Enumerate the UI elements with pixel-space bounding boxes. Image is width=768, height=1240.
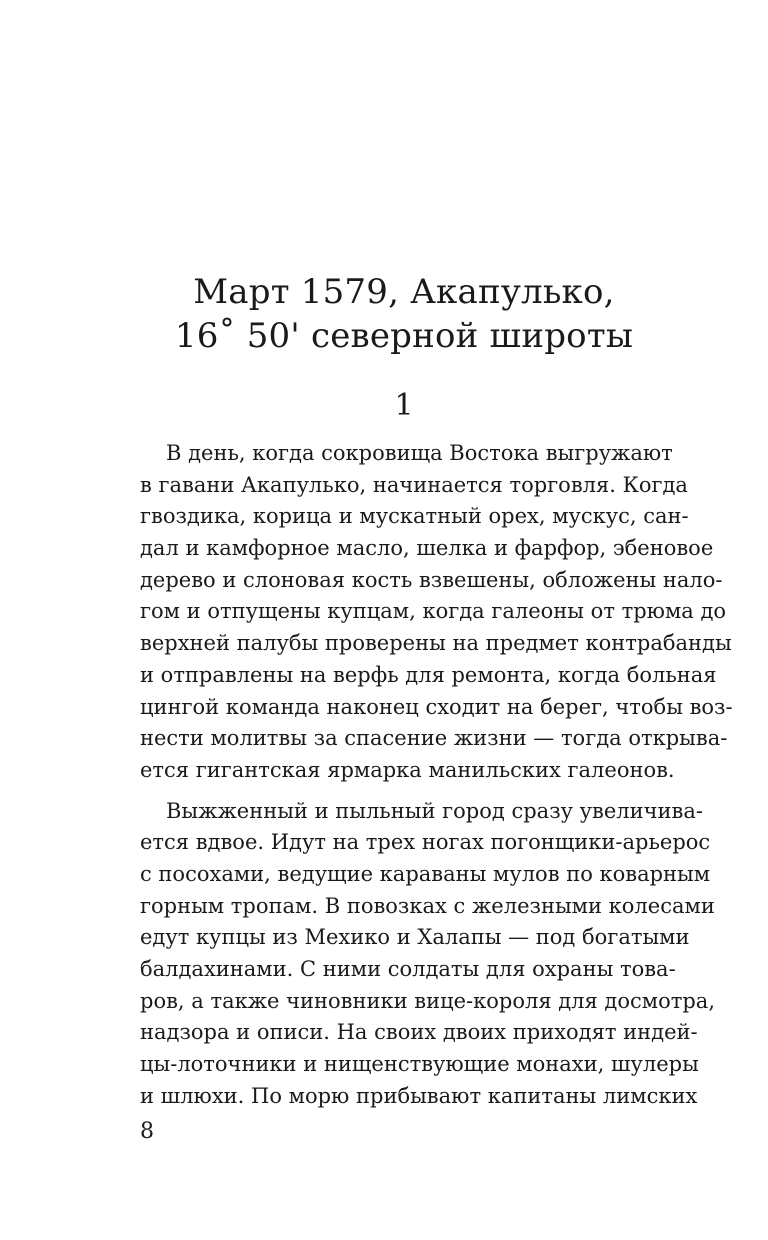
text-line: Выжженный и пыльный город сразу увеличива- <box>166 798 703 823</box>
text-line: ется гигантская ярмарка манильских галеонов. <box>140 757 675 782</box>
text-line: цы-лоточники и нищенствующие монахи, шулеры <box>140 1052 699 1077</box>
chapter-title-line-2: 16˚ 50' северной широты <box>174 316 634 356</box>
text-line: ров, а также чиновники вице-короля для досмотра, <box>140 988 715 1013</box>
text-line: горным тропам. В повозках с железными колесами <box>140 893 715 918</box>
text-line: надзора и описи. На своих двоих приходят индей- <box>140 1020 698 1045</box>
text-line: В день, когда сокровища Востока выгружают <box>166 441 673 465</box>
chapter-number: 1 <box>394 388 414 423</box>
text-line: в гавани Акапулько, начинается торговля. Когда <box>140 472 688 497</box>
text-line: нести молитвы за спасение жизни — тогда открыва- <box>140 726 728 751</box>
text-line: едут купцы из Мехико и Халапы — под богатыми <box>140 925 690 950</box>
paragraph-1 <box>140 438 733 787</box>
text-line: верхней палубы проверены на предмет контрабанды <box>140 631 732 656</box>
text-line: гвоздика, корица и мускатный орех, мускус, сан- <box>140 504 689 529</box>
text-line: балдахинами. С ними солдаты для охраны това- <box>140 957 676 981</box>
text-line: ется вдвое. Идут на трех ногах погонщики-арьерос <box>140 830 711 855</box>
text-line: гом и отпущены купцам, когда галеоны от трюма до <box>140 599 727 624</box>
chapter-title-line-1: Март 1579, Акапулько, <box>193 272 615 312</box>
text-line: цингой команда наконец сходит на берег, чтобы воз- <box>140 694 733 719</box>
paragraph-2 <box>140 796 715 1113</box>
text-line: и шлюхи. По морю прибывают капитаны лимских <box>140 1083 698 1108</box>
text-line: дал и камфорное масло, шелка и фарфор, эбеновое <box>140 536 714 561</box>
text-line: и отправлены на верфь для ремонта, когда больная <box>140 662 717 687</box>
text-line: дерево и слоновая кость взвешены, обложены нало- <box>140 567 723 592</box>
text-line: с посохами, ведущие караваны мулов по коварным <box>140 861 711 886</box>
page-number: 8 <box>140 1119 154 1144</box>
paragraph-spacer <box>140 787 668 796</box>
body-text <box>140 438 733 1112</box>
